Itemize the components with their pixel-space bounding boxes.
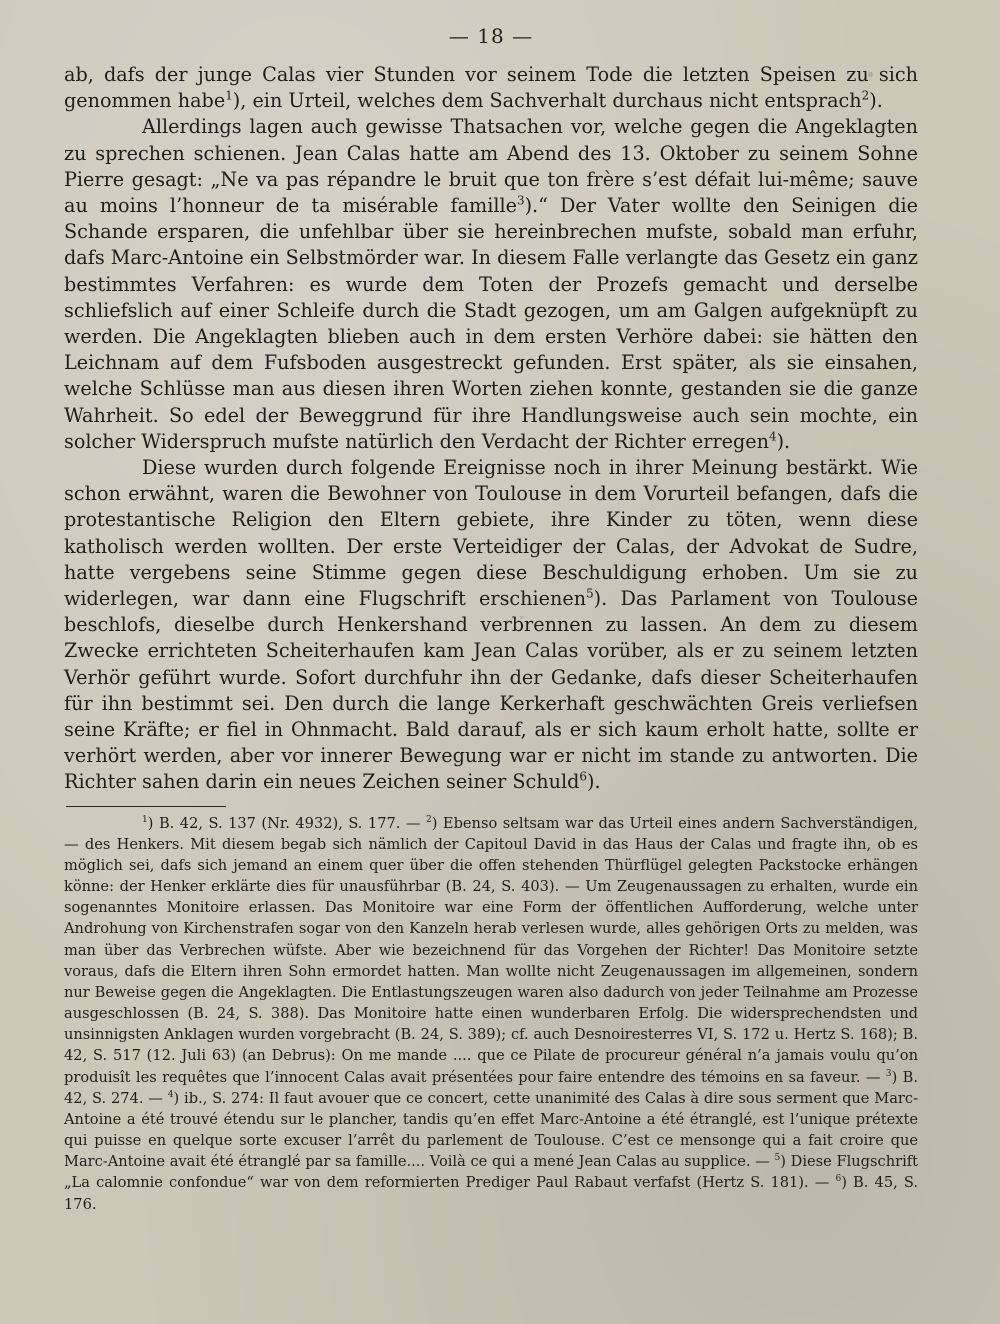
text-run: ). xyxy=(586,770,601,794)
footnotes xyxy=(64,813,918,1215)
text-run: ).“ Der Vater wollte den Seinigen die Schande ersparen, die unfehlbar über sie hereinbrechen mufste, sobald man erfuhr, dafs Marc-Antoine ein Selbstmörder war. In diesem Falle verlangte das Gesetz ein ganz bestimmtes Verfahren: es wurde dem Toten der Prozefs gemacht und derselbe schliefslich auf einer Schleife durch die Stadt gezogen, um am Galgen aufgeknüpft zu werden. Die Angeklagten blieben auch in dem ersten Verhöre dabei: sie hätten den Leichnam auf dem Fufsboden ausgestreckt gefunden. Erst später, als sie einsahen, welche Schlüsse man aus diesen ihren Worten ziehen konnte, gestanden sie die ganze Wahrheit. So edel der Beweggrund für ihre Handlungsweise auch sein mochte, ein solcher Widerspruch mufste natürlich den Verdacht der Richter erregen xyxy=(64,194,918,453)
text-run: ). Das Parlament von Toulouse beschlofs, dieselbe durch Henkershand verbrennen zu lassen. An dem zu diesem Zwecke errichteten Scheiterhaufen kam Jean Calas vorüber, als er zu seinem letzten Verhör geführt wurde. Sofort durchfuhr ihn der Gedanke, dafs dieser Scheiterhaufen für ihn bestimmt sei. Den durch die lange Kerkerhaft geschwächten Greis verliefsen seine Kräfte; er fiel in Ohnmacht. Bald darauf, als er sich kaum erholt hatte, sollte er verhört werden, aber vor innerer Bewegung war er nicht im stande zu antworten. Die Richter sahen darin ein neues Zeichen seiner Schuld xyxy=(64,587,918,794)
footnote-marker: 5 xyxy=(774,1153,781,1164)
footnote-marker: 5 xyxy=(586,586,594,601)
footnote-separator xyxy=(66,806,226,807)
text-run: ). xyxy=(869,89,883,113)
text-run: ), ein Urteil, welches dem Sachverhalt durchaus nicht entsprach xyxy=(232,89,862,113)
footnote-marker: 6 xyxy=(579,770,587,785)
footnote-marker: 2 xyxy=(425,814,432,825)
text-run: ) B. 42, S. 274. — xyxy=(64,1068,918,1107)
paper-spot xyxy=(868,72,873,77)
paragraph xyxy=(64,62,918,114)
text-run: Diese wurden durch folgende Ereignisse noch in ihrer Meinung bestärkt. Wie schon erwähnt, waren die Bewohner von Toulouse in dem Vorurteil befangen, dafs die protestantische Religion den Eltern gebiete, ihre Kinder zu töten, wenn diese katholisch werden wollten. Der erste Verteidiger der Calas, der Advokat de Sudre, hatte vergebens seine Stimme gegen diese Beschuldigung erhoben. Um sie zu widerlegen, war dann eine Flugschrift erschienen xyxy=(64,456,918,611)
text-run: ) Diese Flugschrift „La calomnie confondue“ war von dem reformierten Prediger Paul Rabaut verfafst (Hertz S. 181). — xyxy=(64,1153,918,1192)
footnote-marker: 1 xyxy=(142,814,148,825)
footnote-marker: 1 xyxy=(225,88,233,103)
text-run: Allerdings lagen auch gewisse Thatsachen vor, welche gegen die Angeklagten zu sprechen schienen. Jean Calas hatte am Abend des 13. Oktober zu seinem Sohne Pierre gesagt: „Ne va pas répandre le bruit que ton frère s’est défait lui-même; sauve au moins l’honneur de ta misérable famille xyxy=(64,115,918,218)
footnote-marker: 2 xyxy=(861,88,870,103)
footnote-paragraph xyxy=(64,813,918,1215)
footnote-marker: 3 xyxy=(885,1068,892,1079)
paragraph xyxy=(64,455,918,796)
footnote-marker: 3 xyxy=(516,193,525,208)
text-run: ) ib., S. 274: Il faut avouer que ce concert, cette unanimité des Calas à dire sous serment que Marc-Antoine a été trouvé étendu sur le plancher, tandis qu’en effet Marc-Antoine a été étranglé, est l’unique prétexte qui puisse en quelque sorte excuser l’arrêt du parlement de Toulouse. C’est ce mensonge qui a fait croire que Marc-Antoine avait été étranglé par sa famille.... Voilà ce qui a mené Jean Calas au supplice. — xyxy=(64,1089,919,1171)
text-run: ab, dafs der junge Calas vier Stunden vor seinem Tode die letzten Speisen zu sich genommen habe xyxy=(64,63,918,113)
paragraph xyxy=(64,114,918,455)
footnote-marker: 6 xyxy=(835,1174,842,1185)
text-run: ) B. 45, S. 176. xyxy=(64,1174,918,1213)
footnote-marker: 4 xyxy=(768,429,777,444)
text-run: ) B. 42, S. 137 (Nr. 4932), S. 177. — xyxy=(147,814,426,832)
page-number: — 18 — xyxy=(448,24,534,48)
text-run: ) Ebenso seltsam war das Urteil eines andern Sachverständigen, — des Henkers. Mit diesem begab sich nämlich der Capitoul David in das Haus der Calas und fragte ihn, ob es möglich sei, dafs sich jemand an einem quer über die offen stehenden Thürflügel gelegten Packstocke erhängen könne: der Henker erklärte dies für unausführbar (B. 24, S. 403). — Um Zeugenaussagen zu erhalten, wurde ein sogenanntes Monitoire erlassen. Das Monitoire war eine Form der öffentlichen Aufforderung, welche unter Androhung von Kirchenstrafen sogar von den Kanzeln herab verlesen wurde, alles gehörigen Orts zu melden, was man über das Verbrechen wüfste. Aber wie bezeichnend für das Vorgehen der Richter! Das Monitoire setzte voraus, dafs die Eltern ihren Sohn ermordet hatten. Man wollte nicht Zeugenaussagen im allgemeinen, sondern nur Beweise gegen die Angeklagten. Die Entlastungszeugen waren also dadurch von jeder Teilnahme am Prozesse ausgeschlossen (B. 24, S. 388). Das Monitoire hatte einen wunderbaren Erfolg. Die widersprechendsten und unsinnigsten Anklagen wurden vorgebracht (B. 24, S. 389); cf. auch Desnoiresterres VI, S. 172 u. Hertz S. 168); B. 42, S. 517 (12. Juli 63) (an Debrus): On me mande .... que ce Pilate de procureur général n’a jamais voulu qu’on produisît les requêtes que l’innocent Calas avait présentées pour faire entendre des témoins en sa faveur. — xyxy=(64,814,918,1086)
paper-spot xyxy=(520,616,523,619)
footnote-marker: 4 xyxy=(167,1089,174,1100)
text-run: ). xyxy=(776,429,791,453)
main-text xyxy=(64,62,918,796)
